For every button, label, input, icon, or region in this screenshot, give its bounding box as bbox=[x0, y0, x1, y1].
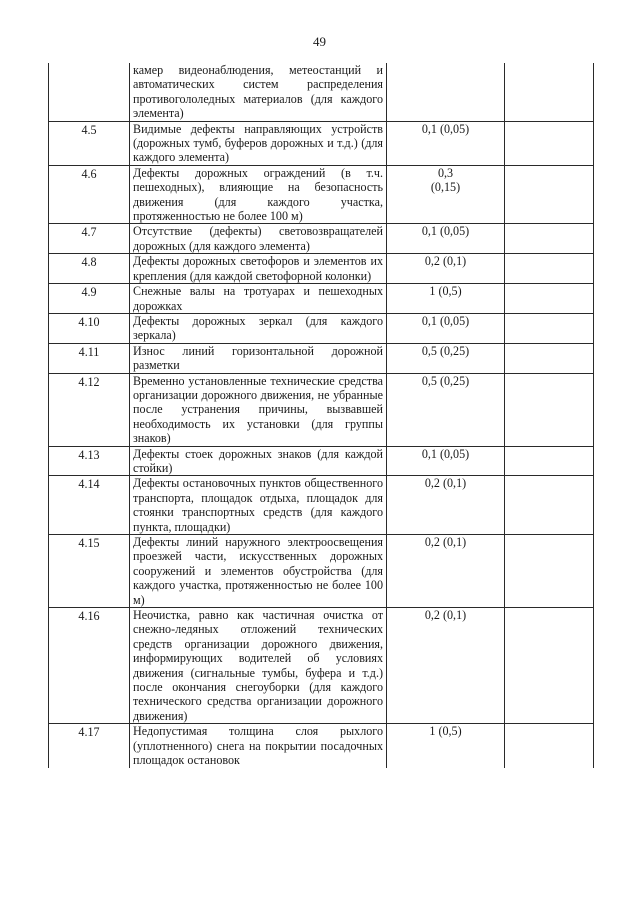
row-description-cell: Дефекты дорожных светофоров и элементов их крепления (для каждой светофорной колонки) bbox=[130, 254, 387, 284]
row-empty-cell bbox=[505, 313, 594, 343]
row-number-cell: 4.12 bbox=[49, 373, 130, 446]
row-description-cell: Отсутствие (дефекты) световозвращателей дорожных (для каждого элемента) bbox=[130, 224, 387, 254]
row-number-cell: 4.11 bbox=[49, 343, 130, 373]
row-number-cell: 4.10 bbox=[49, 313, 130, 343]
row-number-cell: 4.14 bbox=[49, 476, 130, 535]
row-number-cell: 4.13 bbox=[49, 446, 130, 476]
row-empty-cell bbox=[505, 63, 594, 121]
table-row bbox=[49, 608, 594, 724]
table-row bbox=[49, 284, 594, 314]
table-row bbox=[49, 121, 594, 165]
row-number-cell bbox=[49, 63, 130, 121]
row-empty-cell bbox=[505, 121, 594, 165]
row-value-cell: 0,1 (0,05) bbox=[387, 224, 505, 254]
table-row bbox=[49, 343, 594, 373]
table-row bbox=[49, 254, 594, 284]
table-row bbox=[49, 63, 594, 121]
table-row bbox=[49, 724, 594, 768]
row-value-cell: 0,5 (0,25) bbox=[387, 343, 505, 373]
row-description-cell: камер видеонаблюдения, метеостанций и автоматических систем распределения противогололедных материалов (для каждого элемента) bbox=[130, 63, 387, 121]
row-number-cell: 4.15 bbox=[49, 535, 130, 608]
row-value-cell: 0,2 (0,1) bbox=[387, 254, 505, 284]
row-empty-cell bbox=[505, 284, 594, 314]
row-empty-cell bbox=[505, 476, 594, 535]
row-number-cell: 4.6 bbox=[49, 165, 130, 224]
row-description-cell: Износ линий горизонтальной дорожной разметки bbox=[130, 343, 387, 373]
row-value-cell: 0,1 (0,05) bbox=[387, 121, 505, 165]
table-row bbox=[49, 373, 594, 446]
row-value-cell: 0,2 (0,1) bbox=[387, 535, 505, 608]
row-value-cell bbox=[387, 63, 505, 121]
row-description-cell: Временно установленные технические средства организации дорожного движения, не убранные после устранения причины, вызвавшей необходимость их установки (для группы знаков) bbox=[130, 373, 387, 446]
table-row bbox=[49, 165, 594, 224]
row-number-cell: 4.7 bbox=[49, 224, 130, 254]
row-empty-cell bbox=[505, 343, 594, 373]
table-row bbox=[49, 535, 594, 608]
row-number-cell: 4.9 bbox=[49, 284, 130, 314]
row-description-cell: Недопустимая толщина слоя рыхлого (уплотненного) снега на покрытии посадочных площадок остановок bbox=[130, 724, 387, 768]
row-description-cell: Дефекты остановочных пунктов общественного транспорта, площадок отдыха, площадок для стоянки транспортных средств (для каждого пункта, площадки) bbox=[130, 476, 387, 535]
row-value-cell: 0,3 (0,15) bbox=[387, 165, 505, 224]
row-value-cell: 0,2 (0,1) bbox=[387, 476, 505, 535]
row-number-cell: 4.8 bbox=[49, 254, 130, 284]
row-empty-cell bbox=[505, 165, 594, 224]
penalty-table bbox=[48, 63, 594, 768]
table-row bbox=[49, 446, 594, 476]
row-empty-cell bbox=[505, 254, 594, 284]
row-value-cell: 0,1 (0,05) bbox=[387, 446, 505, 476]
row-number-cell: 4.17 bbox=[49, 724, 130, 768]
row-description-cell: Дефекты дорожных ограждений (в т.ч. пешеходных), влияющие на безопасность движения (для каждого участка, протяженностью не более 100 м) bbox=[130, 165, 387, 224]
row-empty-cell bbox=[505, 224, 594, 254]
row-description-cell: Неочистка, равно как частичная очистка от снежно-ледяных отложений технических средств организации дорожного движения, информирующих водителей об условиях движения (сигнальные тумбы, буфера и т.д.) после окончания снегоуборки (для каждого технического средства организации дорожного движения) bbox=[130, 608, 387, 724]
row-description-cell: Снежные валы на тротуарах и пешеходных дорожках bbox=[130, 284, 387, 314]
page-number: 49 bbox=[313, 34, 326, 49]
row-value-cell: 1 (0,5) bbox=[387, 284, 505, 314]
row-value-cell: 0,5 (0,25) bbox=[387, 373, 505, 446]
row-number-cell: 4.5 bbox=[49, 121, 130, 165]
table-row bbox=[49, 476, 594, 535]
penalty-table-body bbox=[49, 63, 594, 768]
row-description-cell: Видимые дефекты направляющих устройств (дорожных тумб, буферов дорожных и т.д.) (для каждого элемента) bbox=[130, 121, 387, 165]
row-value-cell: 0,2 (0,1) bbox=[387, 608, 505, 724]
row-value-cell: 0,1 (0,05) bbox=[387, 313, 505, 343]
row-value-cell: 1 (0,5) bbox=[387, 724, 505, 768]
row-description-cell: Дефекты стоек дорожных знаков (для каждой стойки) bbox=[130, 446, 387, 476]
table-row bbox=[49, 224, 594, 254]
row-empty-cell bbox=[505, 724, 594, 768]
row-empty-cell bbox=[505, 608, 594, 724]
table-row bbox=[49, 313, 594, 343]
row-empty-cell bbox=[505, 446, 594, 476]
row-number-cell: 4.16 bbox=[49, 608, 130, 724]
row-empty-cell bbox=[505, 373, 594, 446]
row-description-cell: Дефекты линий наружного электроосвещения проезжей части, искусственных дорожных сооружений и элементов обустройства (для каждого участка, протяженностью не более 100 м) bbox=[130, 535, 387, 608]
row-description-cell: Дефекты дорожных зеркал (для каждого зеркала) bbox=[130, 313, 387, 343]
row-empty-cell bbox=[505, 535, 594, 608]
